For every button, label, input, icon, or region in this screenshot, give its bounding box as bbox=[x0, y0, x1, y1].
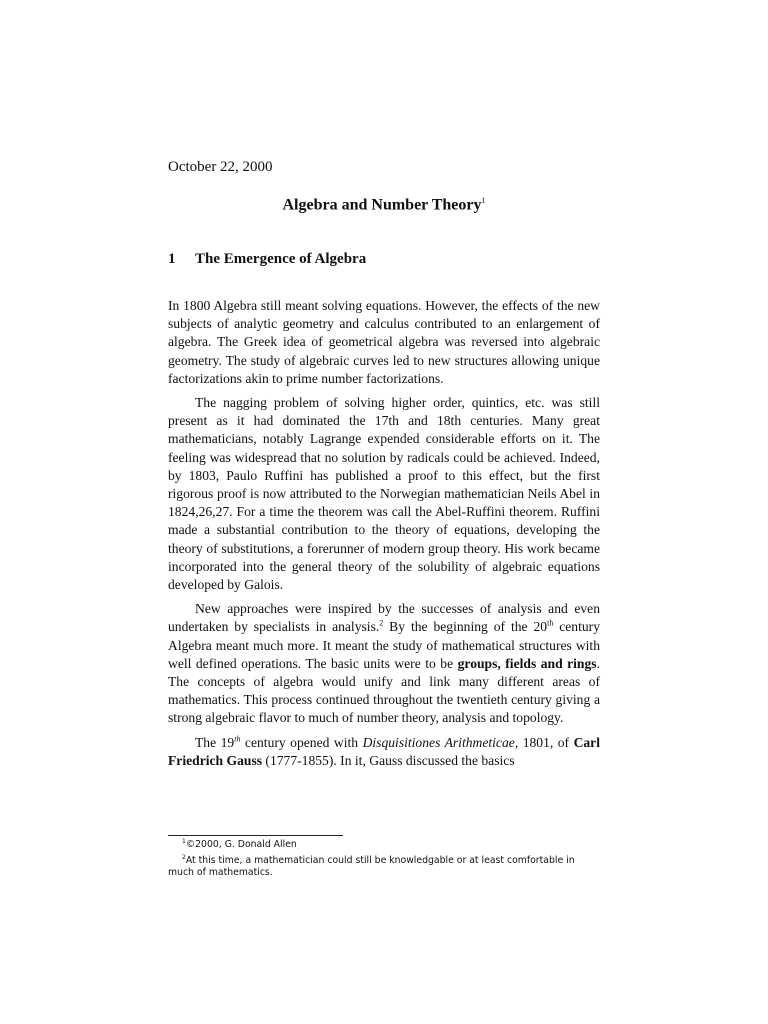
title-footnote-mark: 1 bbox=[481, 196, 486, 205]
footnote-2-text: At this time, a mathematician could still be knowledgable or at least comfortable in much of mathematics. bbox=[168, 854, 575, 879]
section-heading bbox=[168, 251, 366, 268]
paper-title-text: Algebra and Number Theory bbox=[282, 196, 482, 214]
paragraph-4-text-a: The 19 bbox=[195, 734, 235, 750]
paragraph-3-text-b: By the beginning of the 20 bbox=[383, 619, 548, 635]
footnotes bbox=[168, 836, 600, 880]
paragraph-2: The nagging problem of solving higher order, quintics, etc. was still present as it had dominated the 17th and 18th centuries. Many great mathematicians, notably Lagrange expended considerable efforts on it. The feeling was widespread that no solution by radicals could be achieved. Indeed, by 1803, Paulo Ruffini has published a proof to this effect, but the first rigorous proof is now attributed to the Norwegian mathematician Neils Abel in 1824,26,27. For a time the theorem was call the Abel-Ruffini theorem. Ruffini made a substantial contribution to the theory of equations, developing the theory of substitutions, a forerunner of modern group theory. His work became incorporated into the general theory of the solubility of algebraic equations developed by Galois. bbox=[168, 395, 600, 593]
ordinal-suffix-italic: th bbox=[234, 734, 241, 744]
paragraph-4-text-d: (1777-1855). In it, Gauss discussed the basics bbox=[262, 752, 515, 768]
paragraph-4-text-c: , 1801, of bbox=[514, 734, 574, 750]
paragraph-4-text-b: century opened with bbox=[240, 734, 363, 750]
document-date: October 22, 2000 bbox=[168, 159, 273, 175]
footnote-2 bbox=[168, 852, 600, 880]
paragraph-3-text-a: New approaches were inspired by the successes of analysis and even undertaken by specialists in analysis. bbox=[168, 601, 600, 635]
section-title: The Emergence of Algebra bbox=[195, 251, 367, 267]
footnote-2-mark: 2 bbox=[182, 853, 186, 861]
paragraph-4 bbox=[168, 734, 600, 770]
ordinal-suffix: th bbox=[547, 618, 554, 628]
paragraph-1: In 1800 Algebra still meant solving equations. However, the effects of the new subjects of analytic geometry and calculus contributed to an enlargement of algebra. The Greek idea of geometrical algebra was reversed into algebraic geometry. The study of algebraic curves led to new structures allowing unique factorizations akin to prime number factorizations. bbox=[168, 298, 600, 386]
book-title: Disquisitiones Arithmeticae bbox=[362, 734, 515, 750]
bold-term: groups, fields and rings bbox=[457, 655, 597, 671]
footnote-1-mark: 1 bbox=[182, 838, 186, 845]
paragraph-3-text-d: . The concepts of algebra would unify and link many different areas of mathematics. This process continued throughout the twentieth century giving a strong algebraic flavor to much of number theory, analysis and topology. bbox=[168, 655, 600, 726]
paper-title bbox=[168, 196, 600, 214]
paragraph-3-text-c: century Algebra meant much more. It meant the study of mathematical structures with well defined operations. The basic units were to be bbox=[168, 619, 600, 671]
footnote-2-mark: 2 bbox=[379, 618, 384, 628]
body-text bbox=[168, 297, 600, 776]
section-number: 1 bbox=[168, 251, 176, 267]
person-name: Carl Friedrich Gauss bbox=[168, 734, 600, 768]
footnote-1-text: ©2000, G. Donald Allen bbox=[185, 839, 297, 851]
footnote-1 bbox=[168, 836, 600, 852]
paragraph-3 bbox=[168, 600, 600, 727]
